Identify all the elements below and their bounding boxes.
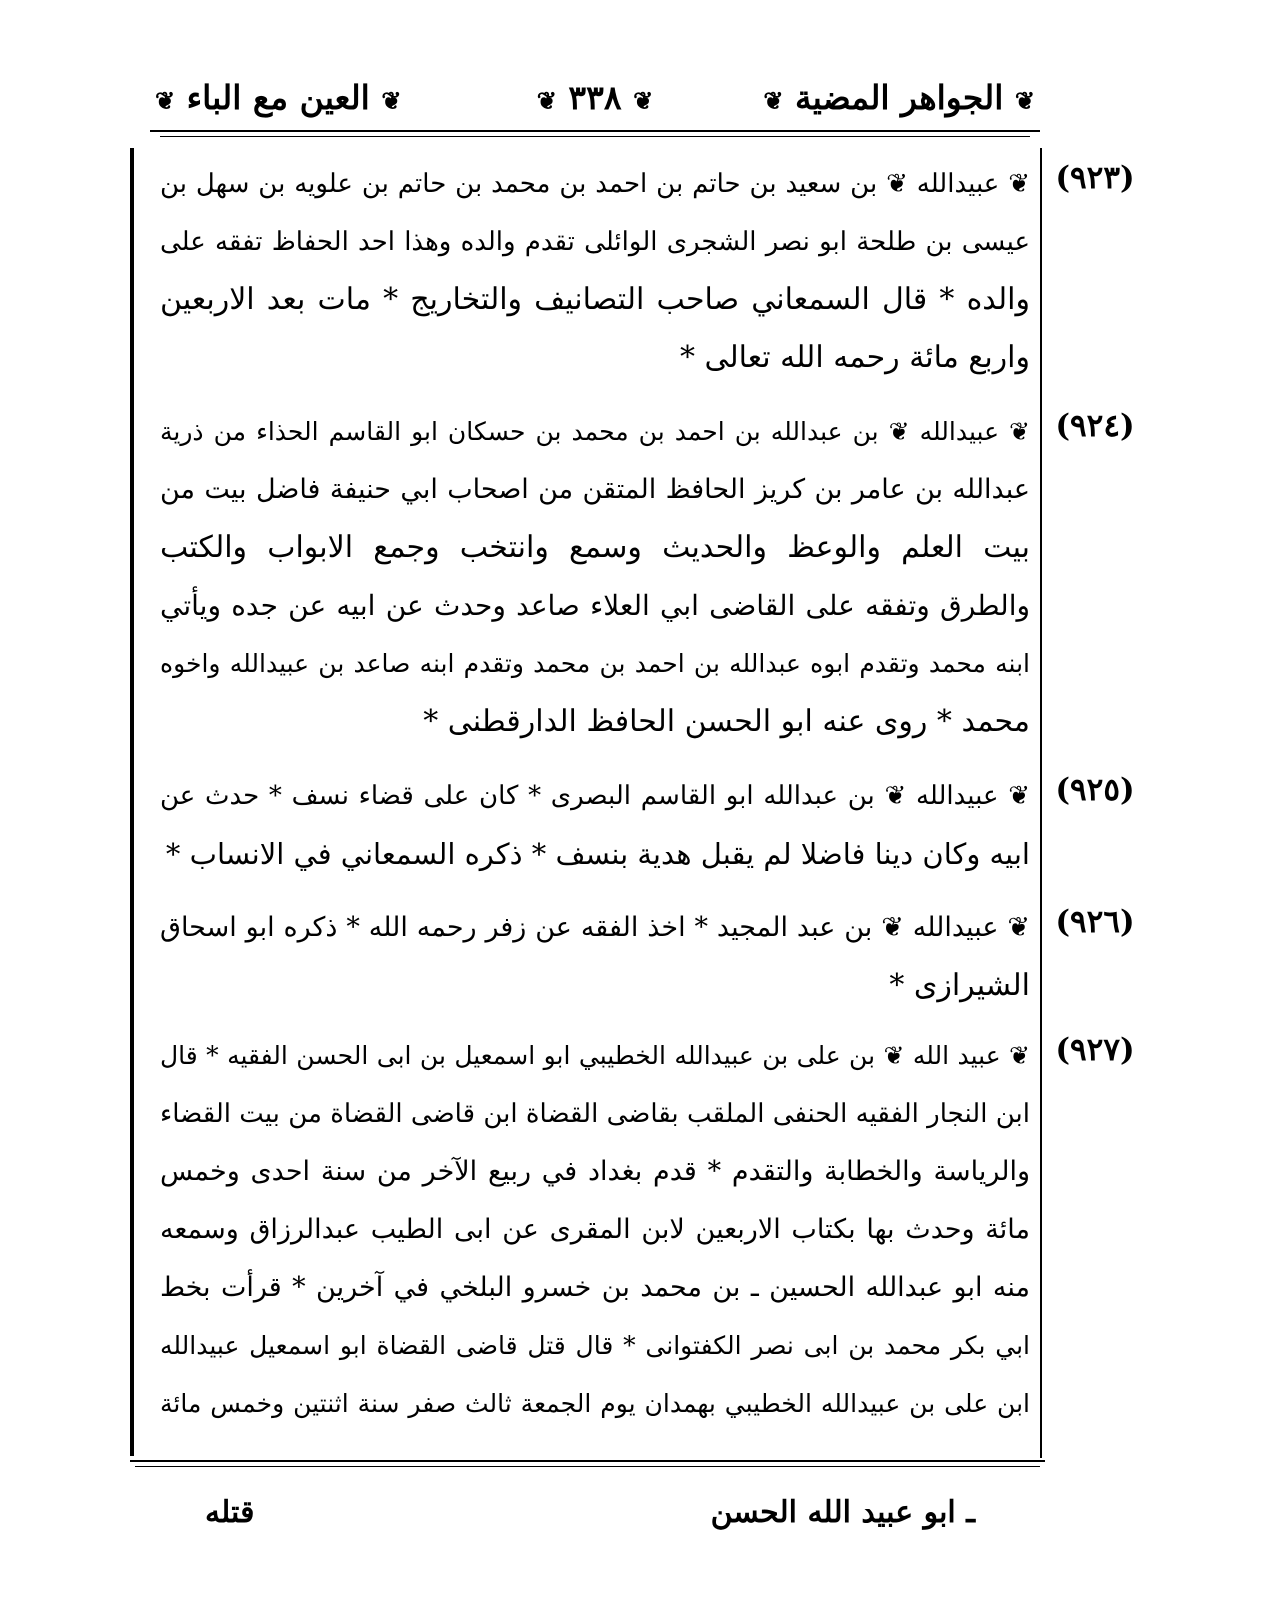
entry-text-line: مائة وحدث بها بكتاب الاربعين لابن المقرى عن ابى الطيب عبدالرزاق وسمعه xyxy=(160,1214,1030,1245)
footnote-right: ـ ابو عبيد الله الحسن xyxy=(710,1495,975,1530)
ornament-icon: ❦ xyxy=(633,86,654,115)
entry-text-line: ابن النجار الفقيه الحنفى الملقب بقاضى القضاة ابن قاضى القضاة من بيت القضاء xyxy=(160,1099,1030,1129)
entry-text-line: والطرق وتفقه على القاضى ابي العلاء صاعد وحدث عن ابيه عن جده ويأتي xyxy=(160,589,1030,622)
entry-text-line: واربع مائة رحمه الله تعالى * xyxy=(679,340,1030,375)
ornament-icon: ❦ xyxy=(763,86,784,115)
entry-number: (٩٢٣) xyxy=(1055,160,1135,196)
entry-text-line: الشيرازى * xyxy=(889,968,1030,1003)
entry-number: (٩٢٦) xyxy=(1055,904,1135,940)
frame-bottom-rule xyxy=(130,1460,1045,1462)
frame-bottom-rule xyxy=(135,1466,1040,1467)
entry-text-line: ❦ عبيدالله ❦ بن عبد المجيد * اخذ الفقه عن زفر رحمه الله * ذكره ابو اسحاق xyxy=(160,912,1030,943)
entry-text-line: عبدالله بن عامر بن كريز الحافظ المتقن من اصحاب ابي حنيفة فاضل بيت من xyxy=(160,474,1030,505)
entry-text-line: ابنه محمد وتقدم ابوه عبدالله بن احمد بن محمد وتقدم ابنه صاعد بن عبيدالله واخوه xyxy=(160,649,1030,678)
header-rule xyxy=(160,136,1030,137)
header-page-number xyxy=(537,78,653,117)
entry-text-line: ❦ عبيد الله ❦ بن على بن عبيدالله الخطيبي ابو اسمعيل بن ابى الحسن الفقيه * قال xyxy=(160,1041,1030,1070)
frame-number-column-border xyxy=(1040,148,1042,1458)
frame-left-border xyxy=(130,148,134,1456)
ornament-icon: ❦ xyxy=(381,86,402,115)
entry-text-line: بيت العلم والوعظ والحديث وسمع وانتخب وجمع الابواب والكتب xyxy=(160,530,1030,565)
entry-text-line: منه ابو عبدالله الحسين ـ بن محمد بن خسرو البلخي في آخرين * قرأت بخط xyxy=(160,1272,1030,1303)
entry-text-line: ابيه وكان دينا فاضلا لم يقبل هدية بنسف * ذكره السمعاني في الانساب * xyxy=(165,837,1030,871)
ornament-icon: ❦ xyxy=(1014,86,1035,115)
entry-text-line: والده * قال السمعاني صاحب التصانيف والتخاريج * مات بعد الاربعين xyxy=(160,282,1030,317)
entry-text-line: محمد * روى عنه ابو الحسن الحافظ الدارقطنى * xyxy=(423,704,1030,739)
entry-number: (٩٢٥) xyxy=(1055,772,1135,808)
entry-number: (٩٢٤) xyxy=(1055,408,1135,444)
ornament-icon: ❦ xyxy=(536,86,557,115)
ornament-icon: ❦ xyxy=(155,86,176,115)
entry-text-line: ❦ عبيدالله ❦ بن عبدالله ابو القاسم البصرى * كان على قضاء نسف * حدث عن xyxy=(160,781,1030,811)
header-rule xyxy=(150,130,1040,132)
page-number: ٣٣٨ xyxy=(568,78,622,117)
book-title: الجواهر المضية xyxy=(794,78,1004,117)
entry-number: (٩٢٧) xyxy=(1055,1032,1135,1068)
header-section xyxy=(155,78,401,117)
entry-text-line: ❦ عبيدالله ❦ بن سعيد بن حاتم بن احمد بن محمد بن حاتم بن علويه بن سهل بن xyxy=(160,169,1030,199)
header-book-title xyxy=(763,78,1035,117)
entry-text-line: والرياسة والخطابة والتقدم * قدم بغداد في ربيع الآخر من سنة احدى وخمس xyxy=(160,1156,1030,1187)
section-title: العين مع الباء xyxy=(186,78,370,117)
entry-text-line: ❦ عبيدالله ❦ بن عبدالله بن احمد بن محمد بن حسكان ابو القاسم الحذاء من ذرية xyxy=(160,417,1030,446)
footnote-left: قتله xyxy=(205,1495,255,1530)
running-header xyxy=(155,78,1035,128)
entry-text-line: ابن على بن عبيدالله الخطيبي بهمدان يوم الجمعة ثالث صفر سنة اثنتين وخمس مائة xyxy=(160,1389,1030,1418)
entry-text-line: عيسى بن طلحة ابو نصر الشجرى الوائلى تقدم والده وهذا احد الحفاظ تفقه على xyxy=(160,227,1030,257)
entry-text-line: ابي بكر محمد بن ابى نصر الكفتوانى * قال قتل قاضى القضاة ابو اسمعيل عبيدالله xyxy=(160,1331,1030,1360)
